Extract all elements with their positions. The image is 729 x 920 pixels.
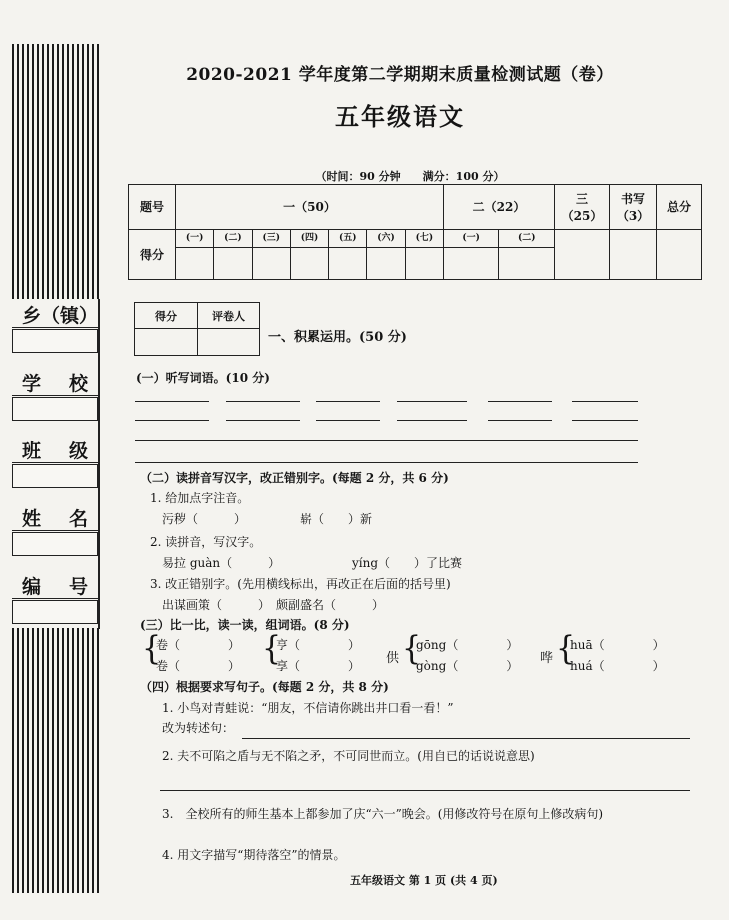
q2-1-a[interactable]: 污秽（ ） — [162, 512, 247, 526]
grader-name-cell[interactable] — [198, 329, 260, 356]
sub-col: (二) — [499, 229, 555, 247]
exam-subtitle: 五年级语文 — [335, 102, 465, 131]
q4-4: 4. 用文字描写“期待落空”的情景。 — [162, 848, 346, 862]
row-label-question: 题号 — [129, 185, 176, 230]
field-input-number[interactable] — [12, 600, 98, 624]
score-cell[interactable] — [214, 247, 252, 279]
field-label-town: 乡 （镇） — [12, 302, 98, 328]
answer-line[interactable] — [135, 462, 638, 463]
q3-gong-1[interactable]: gōng（ ） — [416, 638, 519, 652]
row-label-score: 得分 — [129, 229, 176, 279]
col-section-1: 一（50） — [176, 185, 444, 230]
q3-hua-char: 哗 — [540, 651, 554, 666]
field-label-number: 编 号 — [12, 573, 98, 599]
margin-line — [98, 299, 100, 629]
answer-line[interactable] — [397, 401, 467, 402]
score-cell[interactable] — [657, 229, 702, 279]
grader-score-cell[interactable] — [135, 329, 198, 356]
sub-col: (三) — [252, 229, 290, 247]
grader-name-label: 评卷人 — [198, 303, 260, 329]
answer-line[interactable] — [160, 790, 690, 791]
field-input-town[interactable] — [12, 329, 98, 353]
q4-1-b: 改为转述句： — [162, 721, 235, 735]
col-section-2: 二（22） — [443, 185, 554, 230]
sub-col: (一) — [443, 229, 498, 247]
part1-heading: 一、积累运用。(50 分) — [268, 330, 407, 345]
col-section-4: 书写 （3） — [610, 185, 657, 230]
brace-icon: { — [402, 629, 422, 668]
col-total: 总分 — [657, 185, 702, 230]
page-footer: 五年级语文 第 1 页 (共 4 页) — [350, 874, 498, 887]
answer-line[interactable] — [316, 401, 380, 402]
score-cell[interactable] — [367, 247, 405, 279]
sub-col: (七) — [405, 229, 443, 247]
answer-line[interactable] — [135, 440, 638, 441]
q2-1-b[interactable]: 崭（ ）新 — [300, 512, 373, 526]
grader-score-label: 得分 — [135, 303, 198, 329]
binding-stripes-bottom — [12, 628, 100, 893]
field-label-name: 姓 名 — [12, 505, 98, 531]
q2-2-a[interactable]: 易拉 guàn（ ） — [162, 556, 281, 570]
answer-line[interactable] — [572, 420, 638, 421]
field-input-name[interactable] — [12, 532, 98, 556]
score-cell[interactable] — [443, 247, 498, 279]
score-table — [128, 184, 702, 280]
binding-stripes-top — [12, 44, 100, 299]
q4-3: 3. 全校所有的师生基本上都参加了庆“六一”晚会。(用修改符号在原句上修改病句) — [162, 807, 604, 821]
q1-title: (一）听写词语。(10 分) — [136, 371, 270, 385]
score-cell[interactable] — [176, 247, 214, 279]
q3-item[interactable]: 亨（ ） — [276, 638, 361, 652]
sub-col: (六) — [367, 229, 405, 247]
q2-2-b[interactable]: yíng（ ）了比赛 — [352, 556, 463, 570]
q3-item[interactable]: 卷（ ） — [156, 659, 241, 673]
field-input-school[interactable] — [12, 397, 98, 421]
sub-col: (四) — [290, 229, 328, 247]
q3-title: (三）比一比，读一读，组词语。(8 分) — [140, 618, 350, 632]
q3-hua-2[interactable]: huá（ ） — [570, 659, 665, 673]
answer-line[interactable] — [135, 401, 209, 402]
score-cell[interactable] — [555, 229, 610, 279]
sub-col: (一) — [176, 229, 214, 247]
exam-title: 2020-2021 学年度第二学期期末质量检测试题（卷） — [186, 65, 614, 85]
sub-col: (二) — [214, 229, 252, 247]
q4-2: 2. 夫不可陷之盾与无不陷之矛，不可同世而立。(用自已的话说说意思) — [162, 749, 535, 763]
time-info: （时间：90 分钟 满分：100 分） — [315, 170, 505, 183]
q2-1: 1. 给加点字注音。 — [150, 491, 250, 505]
q2-title: （二）读拼音写汉字，改正错别字。(每题 2 分，共 6 分) — [140, 471, 449, 485]
field-label-school: 学 校 — [12, 370, 98, 396]
score-cell[interactable] — [499, 247, 555, 279]
field-input-class[interactable] — [12, 464, 98, 488]
q2-3: 3. 改正错别字。(先用横线标出，再改正在后面的括号里) — [150, 577, 451, 591]
answer-line[interactable] — [226, 420, 300, 421]
q2-3-a[interactable]: 出谋画策（ ） 颇副盛名（ ） — [162, 598, 385, 612]
sub-col: (五) — [329, 229, 367, 247]
answer-line[interactable] — [242, 738, 690, 739]
answer-line[interactable] — [488, 420, 552, 421]
q4-title: （四）根据要求写句子。(每题 2 分，共 8 分) — [140, 680, 389, 694]
answer-line[interactable] — [397, 420, 467, 421]
score-cell[interactable] — [252, 247, 290, 279]
q3-item[interactable]: 享（ ） — [276, 659, 361, 673]
score-cell[interactable] — [610, 229, 657, 279]
answer-line[interactable] — [135, 420, 209, 421]
score-cell[interactable] — [329, 247, 367, 279]
score-cell[interactable] — [290, 247, 328, 279]
brace-icon: { — [556, 629, 576, 668]
q3-item[interactable]: 卷（ ） — [156, 638, 241, 652]
brace-icon: { — [262, 629, 282, 668]
score-cell[interactable] — [405, 247, 443, 279]
q4-1: 1. 小鸟对青蛙说：“朋友，不信请你跳出井口看一看！” — [162, 701, 454, 715]
col-section-3: 三 （25） — [555, 185, 610, 230]
q3-gong-2[interactable]: gòng（ ） — [416, 659, 519, 673]
q3-hua-1[interactable]: huā（ ） — [570, 638, 665, 652]
field-label-class: 班 级 — [12, 437, 98, 463]
answer-line[interactable] — [488, 401, 552, 402]
answer-line[interactable] — [316, 420, 380, 421]
q2-2: 2. 读拼音，写汉字。 — [150, 535, 262, 549]
answer-line[interactable] — [226, 401, 300, 402]
answer-line[interactable] — [572, 401, 638, 402]
q3-gong-char: 供 — [386, 651, 400, 666]
brace-icon: { — [142, 629, 162, 668]
grader-table — [134, 302, 260, 356]
